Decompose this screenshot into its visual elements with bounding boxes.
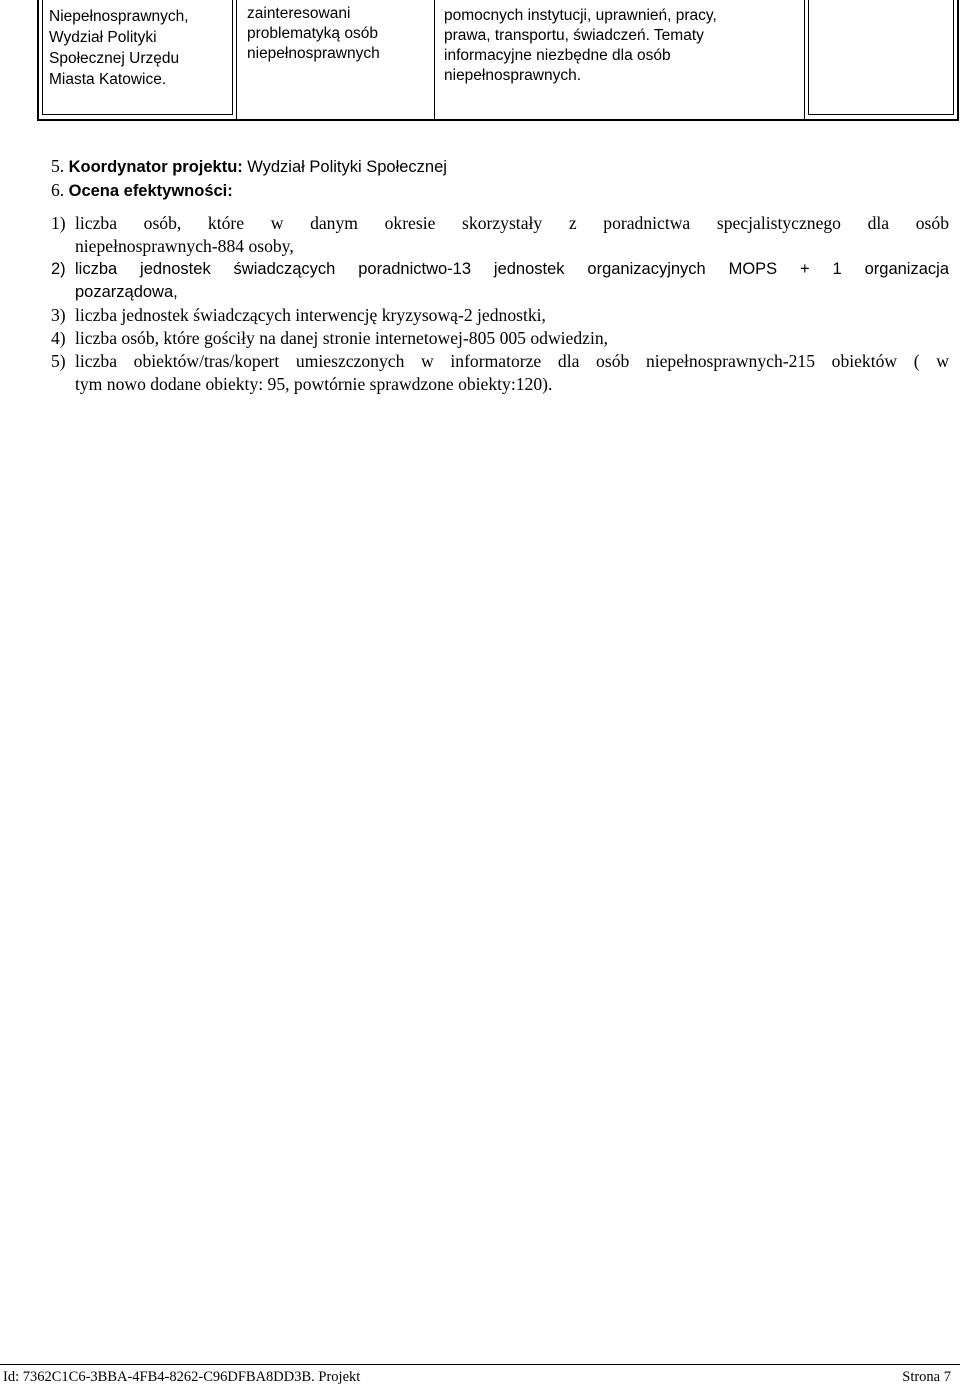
- table-fragment: [37, 0, 959, 121]
- cell-line: informacyjne niezbędne dla osób: [444, 47, 671, 64]
- table-cell-empty: [804, 0, 957, 119]
- document-id: Id: 7362C1C6-3BBA-4FB4-8262-C96DFBA8DD3B. Projekt: [3, 1369, 361, 1385]
- list-item: [51, 212, 949, 258]
- cell-line: pomocnych instytucji, uprawnień, pracy,: [444, 7, 717, 24]
- list-item-number: 3): [51, 305, 66, 325]
- cell-line: Społecznej Urzędu: [49, 50, 180, 67]
- cell-text-topics: [444, 6, 717, 86]
- list-item: [51, 327, 949, 350]
- list-item-text: liczba osób, które w danym okresie skorzystały z poradnictwa specjalistycznego dla osób: [75, 213, 949, 233]
- list-item: [51, 350, 949, 396]
- cell-text-organizer: [49, 6, 189, 90]
- efficiency-list: [51, 212, 949, 396]
- cell-line: niepełnosprawnych: [247, 45, 380, 62]
- list-item-number: 2): [51, 260, 66, 278]
- section-number: 5.: [51, 156, 65, 176]
- table-cell-organizer: [39, 0, 236, 119]
- section-5-heading: [51, 155, 949, 179]
- cell-line: problematyką osób: [247, 25, 378, 42]
- cell-line: Wydział Polityki: [49, 29, 157, 46]
- section-number: 6.: [51, 180, 65, 200]
- list-item-text-cont: pozarządowa,: [75, 283, 178, 301]
- list-item-text: liczba osób, które gościły na danej stronie internetowej-805 005 odwiedzin,: [75, 328, 609, 348]
- list-item-number: 4): [51, 328, 66, 348]
- list-item: [51, 258, 949, 304]
- document-body: [51, 155, 949, 396]
- list-item-text-cont: tym nowo dodane obiekty: 95, powtórnie sprawdzone obiekty:120).: [75, 374, 553, 394]
- list-item-text-cont: niepełnosprawnych-884 osoby,: [75, 236, 294, 256]
- cell-line: niepełnosprawnych.: [444, 67, 582, 84]
- section-label: Ocena efektywności:: [68, 182, 233, 200]
- section-value: Wydział Polityki Społecznej: [247, 158, 447, 176]
- section-label: Koordynator projektu:: [68, 158, 243, 176]
- list-item-text: liczba jednostek świadczących poradnictwo-13 jednostek organizacyjnych MOPS + 1 organizacja: [75, 260, 949, 278]
- list-item-text: liczba obiektów/tras/kopert umieszczonych w informatorze dla osób niepełnosprawnych-215 obiektów ( w: [75, 351, 949, 371]
- list-item-number: 5): [51, 351, 66, 371]
- cell-line: Miasta Katowice.: [49, 71, 167, 88]
- cell-line: Niepełnosprawnych,: [49, 8, 189, 25]
- page-footer: [0, 1364, 960, 1388]
- list-item: [51, 304, 949, 327]
- cell-inner-border: [808, 0, 954, 115]
- cell-text-audience: [247, 4, 380, 64]
- list-item-text: liczba jednostek świadczących interwencję kryzysową-2 jednostki,: [75, 305, 546, 325]
- cell-line: prawa, transportu, świadczeń. Tematy: [444, 27, 704, 44]
- page-number: Strona 7: [902, 1369, 951, 1385]
- list-item-number: 1): [51, 213, 66, 233]
- cell-line: zainteresowani: [247, 5, 351, 22]
- section-6-heading: [51, 179, 949, 203]
- table-cell-topics: [434, 0, 804, 119]
- table-cell-audience: [236, 0, 434, 119]
